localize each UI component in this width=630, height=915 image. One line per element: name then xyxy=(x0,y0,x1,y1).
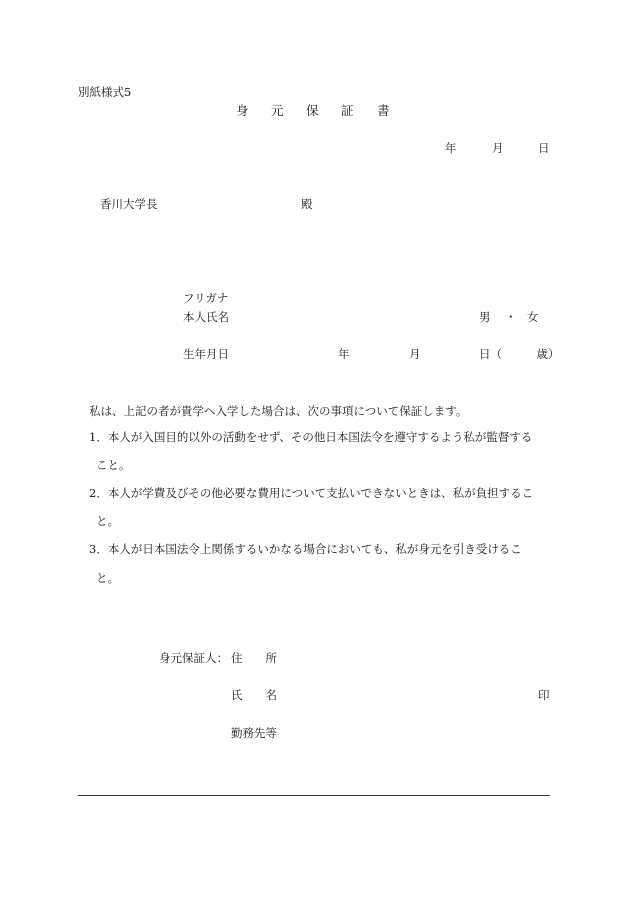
statement-item-3-continued: と。 xyxy=(96,571,119,585)
birth-day-age-label: 日（ 歳） xyxy=(479,347,560,361)
guarantor-address-label: 住 所 xyxy=(231,651,277,665)
addressee-honorific: 殿 xyxy=(301,197,313,211)
gender-female: 女 xyxy=(527,310,539,324)
birth-year-label: 年 xyxy=(338,347,350,361)
gender-separator: ・ xyxy=(505,310,517,324)
guarantor-workplace-label: 勤務先等 xyxy=(231,726,277,740)
birthdate-label: 生年月日 xyxy=(183,347,229,361)
furigana-label: フリガナ xyxy=(183,291,229,305)
date-year-label: 年 xyxy=(445,141,457,155)
addressee-name: 香川大学長 xyxy=(100,197,158,211)
date-month-label: 月 xyxy=(492,141,504,155)
statement-item-2-continued: と。 xyxy=(96,514,119,528)
statement-item-3: 3．本人が日本国法令上関係するいかなる場合においても、私が身元を引き受けるこ xyxy=(89,542,522,556)
statement-item-2: 2．本人が学費及びその他必要な費用について支払いできないときは、私が負担するこ xyxy=(89,486,534,500)
seal-mark: 印 xyxy=(538,688,550,702)
form-id: 別紙様式5 xyxy=(78,85,132,99)
guarantor-heading: 身元保証人： xyxy=(159,651,228,665)
bottom-rule xyxy=(78,795,550,796)
guarantor-name-label: 氏 名 xyxy=(231,688,277,702)
statement-intro: 私は、上記の者が貴学へ入学した場合は、次の事項について保証します。 xyxy=(89,404,468,418)
birth-month-label: 月 xyxy=(409,347,421,361)
title-char: 保 xyxy=(306,103,319,118)
statement-item-1: 1．本人が入国目的以外の活動をせず、その他日本国法令を遵守するよう私が監督する xyxy=(89,430,533,444)
date-day-label: 日 xyxy=(538,141,550,155)
applicant-name-label: 本人氏名 xyxy=(183,310,229,324)
title-char: 証 xyxy=(341,103,354,118)
gender-male: 男 xyxy=(479,310,491,324)
statement-item-1-continued: こと。 xyxy=(96,458,131,472)
title-char: 元 xyxy=(271,103,284,118)
title-char: 身 xyxy=(236,103,249,118)
title-char: 書 xyxy=(377,103,390,118)
